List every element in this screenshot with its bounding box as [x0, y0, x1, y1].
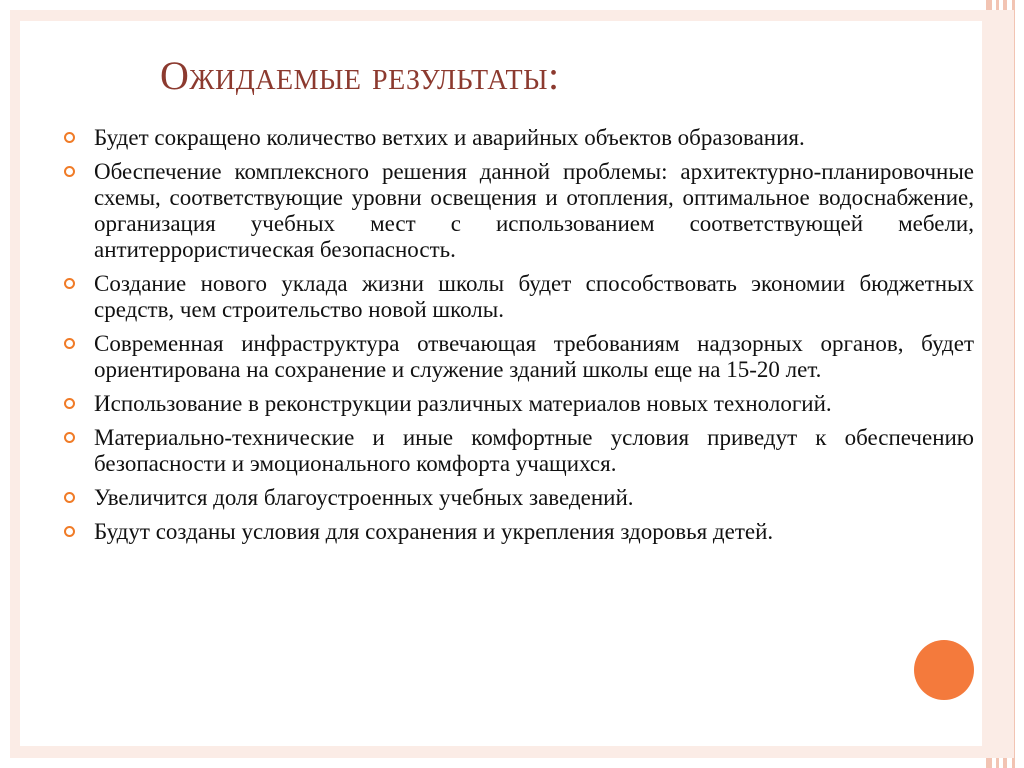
list-item-text: Материально-технические и иные комфортные условия приведут к обеспечению безопасности и эмоционального комфорта учащихся. [94, 425, 974, 476]
list-item-text: Создание нового уклада жизни школы будет способствовать экономии бюджетных средств, чем строительство новой школы. [94, 271, 974, 322]
bullet-icon [64, 526, 75, 537]
list-item [64, 425, 974, 477]
decorative-circle [914, 640, 974, 700]
list-item-text: Обеспечение комплексного решения данной проблемы: архитектурно-планировочные схемы, соответствующие уровни освещения и отопления, оптимальное водоснабжение, организация учебных мест с использованием соответствующей мебели, антитеррористическая безопасность. [94, 159, 974, 262]
list-item [64, 159, 974, 263]
slide-title: Ожидаемые результаты: [160, 53, 560, 98]
list-item-text: Использование в реконструкции различных материалов новых технологий. [94, 391, 832, 416]
list-item [64, 125, 974, 151]
list-item [64, 519, 974, 545]
list-item-text: Увеличится доля благоустроенных учебных заведений. [94, 485, 634, 510]
bullet-icon [64, 278, 75, 289]
list-item-text: Современная инфраструктура отвечающая требованиям надзорных органов, будет ориентирована на сохранение и служение зданий школы еще на 15-20 лет. [94, 331, 974, 382]
bullet-icon [64, 166, 75, 177]
list-item [64, 391, 974, 417]
bullet-icon [64, 132, 75, 143]
bullet-icon [64, 338, 75, 349]
bullet-icon [64, 492, 75, 503]
list-item [64, 485, 974, 511]
list-item [64, 331, 974, 383]
bullet-icon [64, 398, 75, 409]
list-item-text: Будет сокращено количество ветхих и аварийных объектов образования. [94, 125, 805, 150]
bullet-list [64, 125, 974, 553]
list-item [64, 271, 974, 323]
list-item-text: Будут созданы условия для сохранения и укрепления здоровья детей. [94, 519, 774, 544]
bullet-icon [64, 432, 75, 443]
